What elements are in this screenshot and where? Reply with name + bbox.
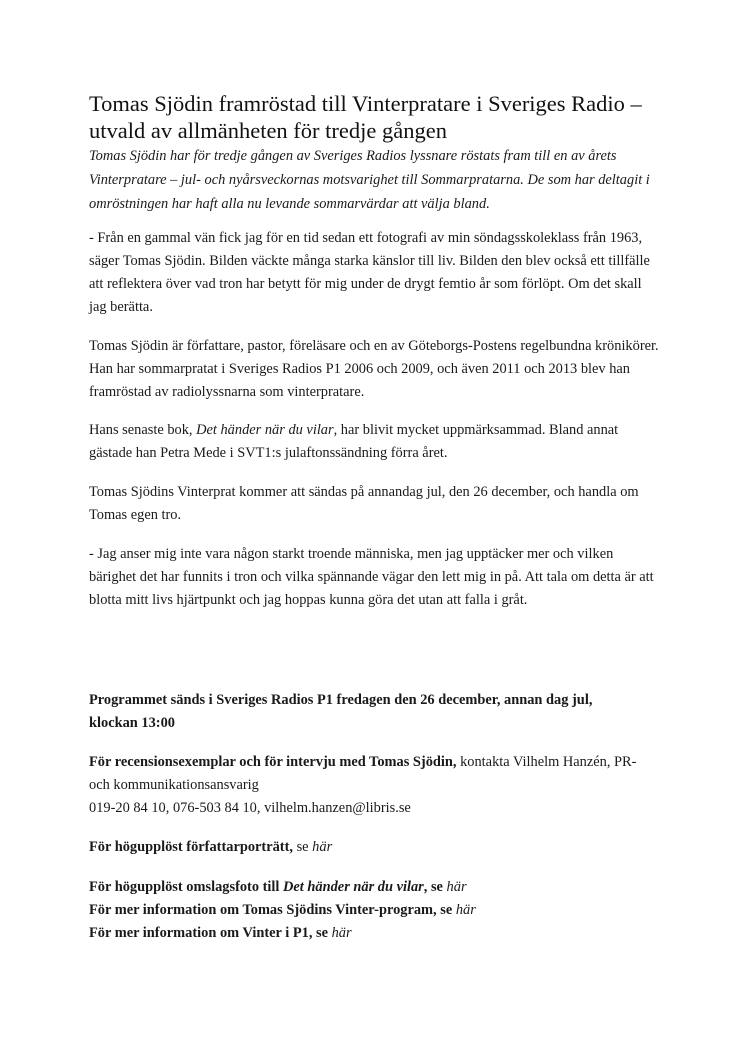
cover-book-title: Det händer när du vilar (283, 879, 424, 895)
contact-details[interactable]: 019-20 84 10, 076-503 84 10, vilhelm.hanzen@libris.se (89, 800, 411, 816)
cover-link[interactable]: här (446, 879, 467, 895)
portrait-se: se (292, 839, 313, 855)
book-paragraph (89, 419, 659, 465)
program-info-bold: För mer information om Tomas Sjödins Vinter-program, se (89, 902, 456, 918)
broadcast-info-paragraph: Tomas Sjödins Vinterprat kommer att sändas på annandag jul, den 26 december, och handla om Tomas egen tro. (89, 484, 639, 523)
cover-bold-b: , se (423, 879, 447, 895)
book-text-after: , har blivit mycket uppmärksammad. Bland annat gästade han Petra Mede i SVT1:s julaftonssändning förra året. (89, 422, 619, 461)
vinter-info-bold: För mer information om Vinter i P1, se (89, 925, 332, 941)
portrait-line (89, 836, 659, 859)
contact-rest: kontakta Vilhelm Hanzén, PR- och kommunikationsansvarig (89, 754, 637, 793)
book-title: Det händer när du vilar (196, 422, 334, 438)
cover-bold-a: För högupplöst omslagsfoto till (89, 879, 284, 895)
portrait-link[interactable]: här (312, 839, 333, 855)
program-info-line (89, 899, 659, 922)
quote-paragraph-2: - Jag anser mig inte vara någon starkt troende människa, men jag upptäcker mer och vilken bärighet det har funnits i tron och vilka spännande vägar den lett mig in på. Att tala om detta är att blotta mitt livs hjärtpunkt och jag hoppas kunna göra det utan att falla i gråt. (89, 546, 654, 608)
quote-paragraph-1: - Från en gammal vän fick jag för en tid sedan ett fotografi av min söndagsskoleklass från 1963, säger Tomas Sjödin. Bilden väckte många starka känslor till liv. Bilden den blev också ett tillfälle att reflektera över vad tron har betytt för mig under de drygt femtio år som förlöpt. Om det skall jag berätta. (89, 230, 650, 315)
contact-block (89, 751, 659, 820)
program-info-link[interactable]: här (455, 902, 476, 918)
bio-paragraph: Tomas Sjödin är författare, pastor, föreläsare och en av Göteborgs-Postens regelbundna krönikörer. Han har sommarpratat i Sveriges Radios P1 2006 och 2009, och även 2011 och 2013 blev han framröstad av radiolyssnarna som vinterpratare. (89, 338, 659, 400)
page-title: Tomas Sjödin framröstad till Vinterpratare i Sveriges Radio – utvald av allmänheten för tredje gången (89, 91, 642, 143)
vinter-info-link[interactable]: här (331, 925, 352, 941)
portrait-bold: För högupplöst författarporträtt, (89, 839, 293, 855)
cover-line (89, 876, 659, 899)
contact-bold: För recensionsexemplar och för intervju med Tomas Sjödin, (89, 754, 457, 770)
book-text-before: Hans senaste bok, (89, 422, 197, 438)
lead-paragraph: Tomas Sjödin har för tredje gången av Sveriges Radios lyssnare röstats fram till en av årets Vinterpratare – jul- och nyårsveckornas motsvarighet till Sommarpratarna. De som har deltagit i omröstningen har haft alla nu levande sommarvärdar att välja bland. (89, 148, 650, 212)
vinter-info-line (89, 922, 659, 945)
broadcast-time: Programmet sänds i Sveriges Radios P1 fredagen den 26 december, annan dag jul, klockan 13:00 (89, 692, 593, 731)
